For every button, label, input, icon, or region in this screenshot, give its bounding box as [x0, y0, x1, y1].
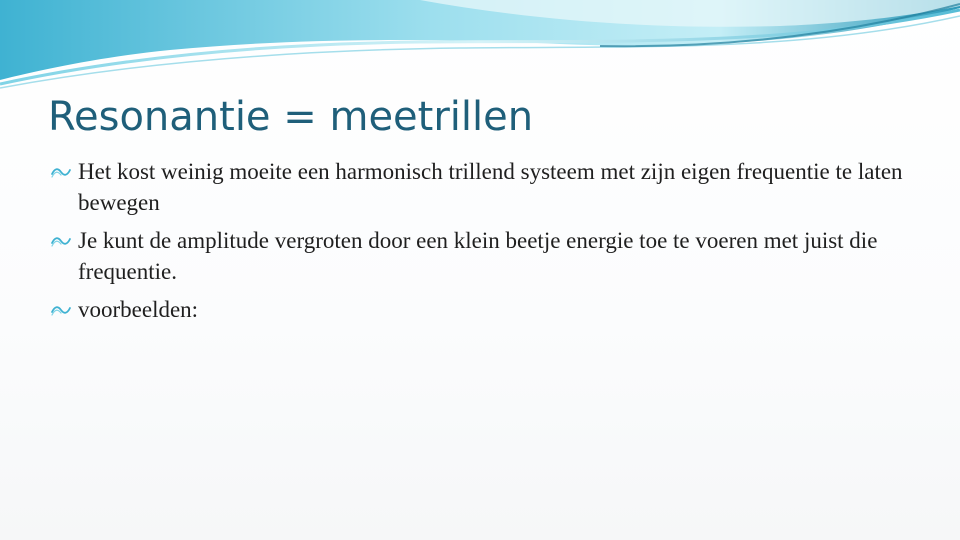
header-wave-decoration: [0, 0, 960, 95]
bullet-item: [62, 225, 922, 287]
bullet-item: [62, 294, 922, 325]
bullet-list: [62, 156, 922, 332]
wave-bullet-icon: [50, 165, 72, 179]
bullet-text: Je kunt de amplitude vergroten door een klein beetje energie toe te voeren met juist die frequentie.: [78, 228, 878, 284]
slide-title: Resonantie = meetrillen: [48, 94, 534, 140]
wave-bullet-icon: [50, 234, 72, 248]
wave-bullet-icon: [50, 303, 72, 317]
bullet-text: Het kost weinig moeite een harmonisch trillend systeem met zijn eigen frequentie te laten bewegen: [78, 159, 903, 215]
bullet-text: voorbeelden:: [78, 297, 199, 322]
bullet-item: [62, 156, 922, 218]
